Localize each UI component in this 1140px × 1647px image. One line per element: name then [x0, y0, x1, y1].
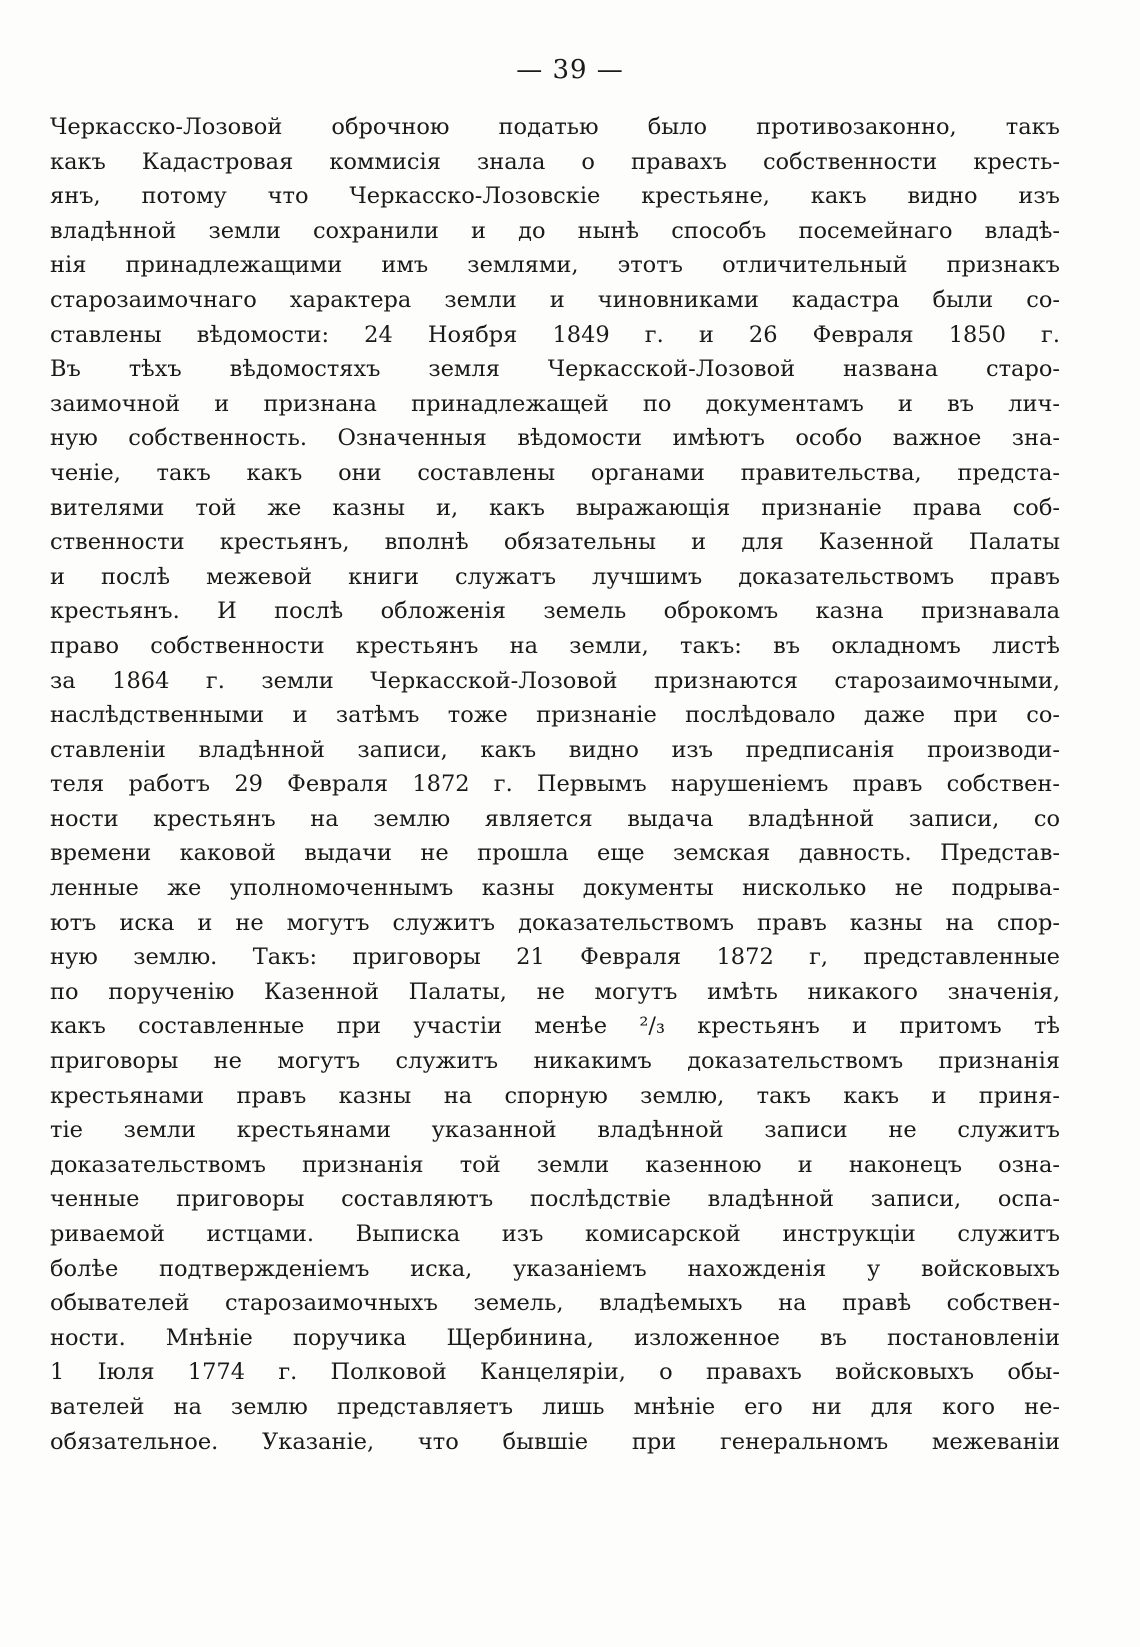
- text-line: ченіе, такъ какъ они составлены органами правительства, предста-: [50, 459, 1060, 486]
- text-line: 1 Іюля 1774 г. Полковой Канцеляріи, о правахъ войсковыхъ обы-: [50, 1359, 1060, 1386]
- text-line: заимочной и признана принадлежащей по документамъ и въ лич-: [50, 390, 1060, 417]
- body-text: [50, 110, 1060, 1459]
- text-line: ную собственность. Означенныя вѣдомости имѣютъ особо важное зна-: [50, 425, 1060, 452]
- text-line: ную землю. Такъ: приговоры 21 Февраля 1872 г, представленные: [50, 944, 1060, 971]
- text-line: риваемой истцами. Выписка изъ комисарской инструкціи служитъ: [50, 1221, 1060, 1247]
- text-line: право собственности крестьянъ на земли, такъ: въ окладномъ листѣ: [50, 632, 1060, 659]
- text-line: ности. Мнѣніе поручика Щербинина, изложенное въ постановленіи: [50, 1324, 1060, 1351]
- text-line: крестьянами правъ казны на спорную землю, такъ какъ и приня-: [50, 1082, 1060, 1109]
- text-line: вителями той же казны и, какъ выражающія признаніе права соб-: [50, 494, 1060, 521]
- text-line: приговоры не могутъ служитъ никакимъ доказательствомъ признанія: [50, 1048, 1060, 1075]
- text-line: за 1864 г. земли Черкасской-Лозовой признаются старозаимочными,: [50, 667, 1060, 694]
- text-line: ности крестьянъ на землю является выдача владѣнной записи, со: [50, 805, 1060, 832]
- text-line: янъ, потому что Черкасско-Лозовскіе крестьяне, какъ видно изъ: [50, 183, 1060, 210]
- text-line: Черкасско-Лозовой оброчною податью было противозаконно, такъ: [50, 114, 1060, 140]
- text-line: Въ тѣхъ вѣдомостяхъ земля Черкасской-Лозовой названа старо-: [50, 356, 1060, 383]
- text-line: доказательствомъ признанія той земли казенною и наконецъ озна-: [50, 1151, 1060, 1178]
- text-line: болѣе подтвержденіемъ иска, указаніемъ нахожденія у войсковыхъ: [50, 1255, 1060, 1282]
- text-line: ченные приговоры составляютъ послѣдствіе владѣнной записи, оспа-: [50, 1186, 1060, 1213]
- text-line: по порученію Казенной Палаты, не могутъ имѣть никакого значенія,: [50, 978, 1060, 1005]
- text-line: обывателей старозаимочныхъ земель, владѣемыхъ на правѣ собствен-: [50, 1290, 1060, 1317]
- text-line: теля работъ 29 Февраля 1872 г. Первымъ нарушеніемъ правъ собствен-: [50, 771, 1060, 798]
- text-line: вателей на землю представляетъ лишь мнѣніе его ни для кого не-: [50, 1393, 1060, 1420]
- text-line: какъ составленные при участіи менѣе ²/₃ крестьянъ и притомъ тѣ: [50, 1013, 1060, 1040]
- text-line: ставлены вѣдомости: 24 Ноября 1849 г. и 26 Февраля 1850 г.: [50, 321, 1060, 348]
- text-line: крестьянъ. И послѣ обложенія земель оброкомъ казна признавала: [50, 598, 1060, 625]
- text-line: старозаимочнаго характера земли и чиновниками кадастра были со-: [50, 286, 1060, 313]
- text-line: ставленіи владѣнной записи, какъ видно изъ предписанія производи-: [50, 736, 1060, 763]
- text-line: какъ Кадастровая коммисія знала о правахъ собственности кресть-: [50, 148, 1060, 175]
- text-line: обязательное. Указаніе, что бывшіе при генеральномъ межеваніи: [50, 1428, 1060, 1455]
- page-number: — 39 —: [516, 55, 624, 85]
- text-line: тіе земли крестьянами указанной владѣнной записи не служитъ: [50, 1117, 1060, 1144]
- text-line: ютъ иска и не могутъ служитъ доказательствомъ правъ казны на спор-: [50, 909, 1060, 936]
- text-line: нія принадлежащими имъ землями, этотъ отличительный признакъ: [50, 252, 1060, 279]
- text-line: и послѣ межевой книги служатъ лучшимъ доказательствомъ правъ: [50, 563, 1060, 590]
- text-line: ленные же уполномоченнымъ казны документы нисколько не подрыва-: [50, 875, 1060, 902]
- text-line: ственности крестьянъ, вполнѣ обязательны и для Казенной Палаты: [50, 529, 1060, 556]
- text-line: наслѣдственными и затѣмъ тоже признаніе послѣдовало даже при со-: [50, 702, 1060, 729]
- text-line: владѣнной земли сохранили и до нынѣ способъ посемейнаго владѣ-: [50, 217, 1060, 244]
- text-line: времени каковой выдачи не прошла еще земская давность. Представ-: [50, 840, 1060, 867]
